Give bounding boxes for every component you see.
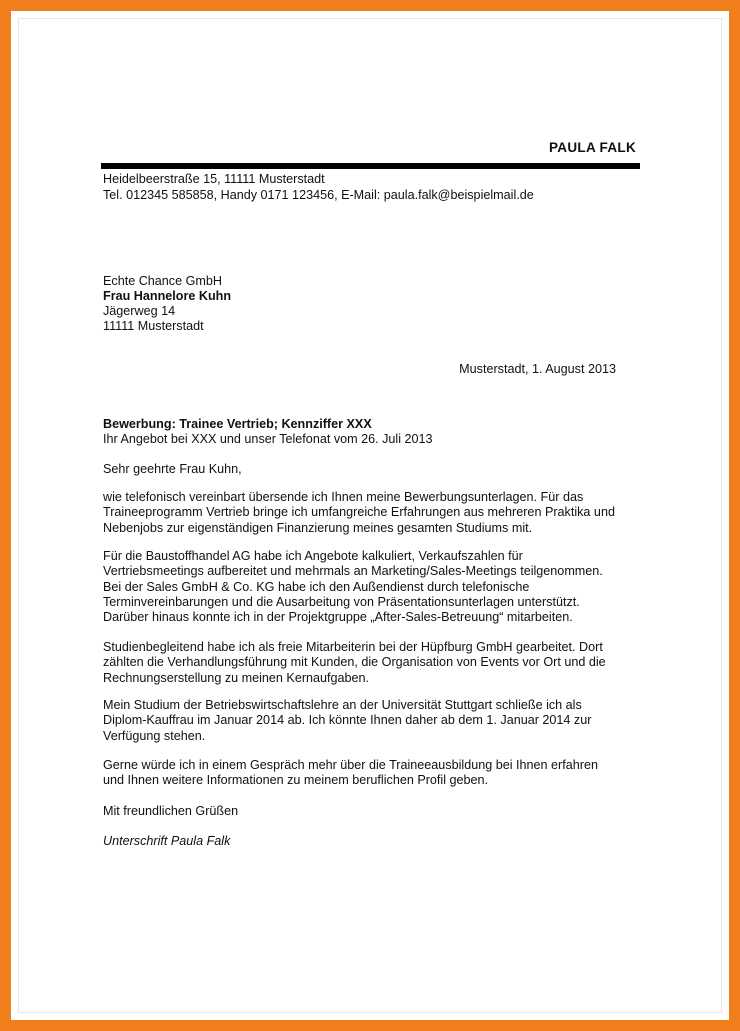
closing: Mit freundlichen Grüßen bbox=[103, 804, 239, 818]
letter-date: Musterstadt, 1. August 2013 bbox=[459, 362, 616, 376]
paragraph-line: wie telefonisch vereinbart übersende ich Ihnen meine Bewerbungsunterlagen. Für das bbox=[103, 490, 584, 504]
signature: Unterschrift Paula Falk bbox=[103, 834, 231, 848]
paragraph-4 bbox=[103, 698, 663, 744]
recipient-company: Echte Chance GmbH bbox=[103, 274, 222, 288]
sender-contact: Tel. 012345 585858, Handy 0171 123456, E-Mail: paula.falk@beispielmail.de bbox=[103, 188, 534, 202]
subject-reference: Ihr Angebot bei XXX und unser Telefonat vom 26. Juli 2013 bbox=[103, 432, 433, 446]
paragraph-line: Rechnungserstellung zu meinen Kernaufgaben. bbox=[103, 670, 370, 685]
paragraph-line: Für die Baustoffhandel AG habe ich Angebote kalkuliert, Verkaufszahlen für bbox=[103, 549, 523, 563]
paragraph-line: Mein Studium der Betriebswirtschaftslehre an der Universität Stuttgart schließe ich als bbox=[103, 698, 582, 712]
sender-address: Heidelbeerstraße 15, 11111 Musterstadt bbox=[103, 172, 325, 186]
paragraph-line: Verfügung stehen. bbox=[103, 728, 206, 743]
sender-name: PAULA FALK bbox=[549, 140, 636, 155]
paragraph-line: Terminvereinbarungen und die Ausarbeitung von Präsentationsunterlagen unterstützt. bbox=[103, 594, 580, 609]
paragraph-line: zählten die Verhandlungsführung mit Kunden, die Organisation von Events vor Ort und die bbox=[103, 655, 606, 670]
paragraph-5 bbox=[103, 758, 663, 789]
paragraph-2 bbox=[103, 549, 663, 625]
paragraph-1 bbox=[103, 490, 663, 536]
recipient-street: Jägerweg 14 bbox=[103, 304, 176, 318]
paragraph-3 bbox=[103, 640, 663, 686]
paragraph-line: Vertriebsmeetings aufbereitet und mehrmals an Marketing/Sales-Meetings teilgenommen. bbox=[103, 564, 603, 579]
paragraph-line: Studienbegleitend habe ich als freie Mitarbeiterin bei der Hüpfburg GmbH gearbeitet. Dort bbox=[103, 640, 603, 654]
paragraph-line: und Ihnen weitere Informationen zu meinem beruflichen Profil geben. bbox=[103, 773, 489, 788]
paragraph-line: Nebenjobs zur eigenständigen Finanzierung meines gesamten Studiums mit. bbox=[103, 520, 533, 535]
header-rule bbox=[101, 163, 640, 169]
recipient-city: 11111 Musterstadt bbox=[103, 319, 204, 333]
paragraph-line: Traineeprogramm Vertrieb bringe ich umfangreiche Erfahrungen aus mehreren Praktika und bbox=[103, 505, 615, 520]
paragraph-line: Diplom-Kauffrau im Januar 2014 ab. Ich könnte Ihnen daher ab dem 1. Januar 2014 zur bbox=[103, 713, 592, 728]
paragraph-line: Bei der Sales GmbH & Co. KG habe ich den Außendienst durch telefonische bbox=[103, 579, 530, 594]
salutation: Sehr geehrte Frau Kuhn, bbox=[103, 462, 242, 476]
paragraph-line: Darüber hinaus konnte ich in der Projektgruppe „After-Sales-Betreuung“ mitarbeiten. bbox=[103, 610, 573, 625]
recipient-person: Frau Hannelore Kuhn bbox=[103, 289, 232, 303]
paragraph-line: Gerne würde ich in einem Gespräch mehr über die Traineeausbildung bei Ihnen erfahren bbox=[103, 758, 598, 772]
subject-title: Bewerbung: Trainee Vertrieb; Kennziffer XXX bbox=[103, 417, 372, 431]
